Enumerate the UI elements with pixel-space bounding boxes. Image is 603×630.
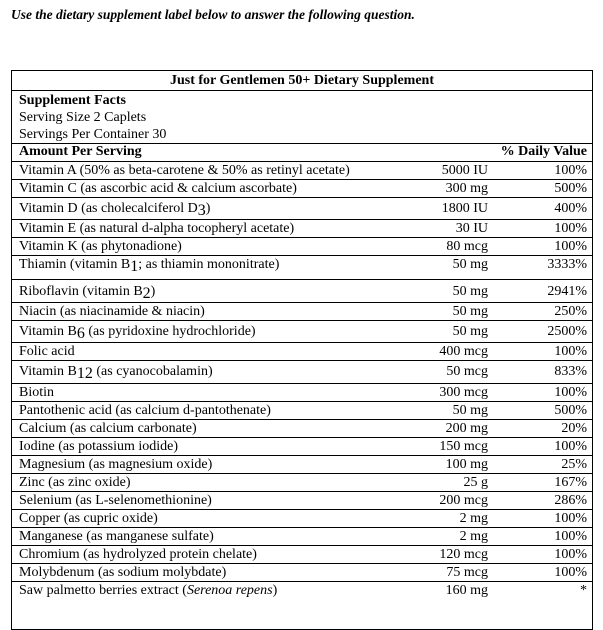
nutrient-daily-value: 100% bbox=[554, 344, 587, 359]
facts-block bbox=[12, 91, 592, 143]
nutrient-row bbox=[12, 342, 592, 360]
nutrient-amount: 300 mg bbox=[445, 181, 488, 196]
nutrient-amount: 200 mcg bbox=[439, 493, 488, 508]
nutrient-name: Vitamin $B_6$ (as pyridoxine hydrochloride) bbox=[19, 324, 256, 342]
nutrient-amount: 2 mg bbox=[459, 511, 488, 526]
nutrient-row bbox=[12, 401, 592, 419]
nutrient-amount: 50 mg bbox=[452, 403, 488, 418]
nutrient-row bbox=[12, 509, 592, 527]
nutrient-name: Selenium (as L-selenomethionine) bbox=[19, 493, 212, 508]
nutrient-daily-value: 100% bbox=[554, 547, 587, 562]
nutrient-row bbox=[12, 455, 592, 473]
nutrient-row bbox=[12, 302, 592, 320]
nutrient-daily-value: 100% bbox=[554, 565, 587, 580]
nutrient-daily-value: 400% bbox=[554, 201, 587, 216]
nutrient-name: Saw palmetto berries extract (Serenoa repens) bbox=[19, 583, 278, 598]
nutrient-amount: 5000 IU bbox=[441, 163, 488, 178]
nutrient-name: Riboflavin (vitamin $B_2$) bbox=[19, 284, 156, 302]
nutrient-daily-value: 100% bbox=[554, 439, 587, 454]
nutrient-name: Thiamin (vitamin $B_1$; as thiamin mononitrate) bbox=[19, 257, 280, 275]
nutrient-amount: 200 mg bbox=[445, 421, 488, 436]
servings-per-container: Servings Per Container 30 bbox=[19, 127, 167, 142]
serving-size: Serving Size 2 Caplets bbox=[19, 110, 147, 125]
supplement-label bbox=[11, 70, 593, 630]
nutrient-row bbox=[12, 279, 592, 302]
nutrient-daily-value: 100% bbox=[554, 529, 587, 544]
nutrient-name: Vitamin $B_{12}$ (as cyanocobalamin) bbox=[19, 364, 213, 382]
nutrient-amount: 2 mg bbox=[459, 529, 488, 544]
nutrient-row bbox=[12, 179, 592, 197]
nutrient-daily-value: 167% bbox=[554, 475, 587, 490]
nutrient-name: Folic acid bbox=[19, 344, 75, 359]
nutrient-daily-value: 100% bbox=[554, 239, 587, 254]
nutrient-row bbox=[12, 581, 592, 599]
nutrient-amount: 75 mcg bbox=[446, 565, 488, 580]
nutrient-daily-value: 100% bbox=[554, 221, 587, 236]
nutrient-name: Iodine (as potassium iodide) bbox=[19, 439, 179, 454]
nutrient-row bbox=[12, 360, 592, 383]
nutrient-daily-value: 20% bbox=[561, 421, 587, 436]
question-instruction: Use the dietary supplement label below to answer the following question. bbox=[11, 7, 415, 22]
nutrient-daily-value: 25% bbox=[561, 457, 587, 472]
nutrient-daily-value: 100% bbox=[554, 163, 587, 178]
nutrient-amount: 50 mcg bbox=[446, 364, 488, 379]
nutrient-name: Zinc (as zinc oxide) bbox=[19, 475, 131, 490]
nutrient-name: Pantothenic acid (as calcium d-pantothenate) bbox=[19, 403, 271, 418]
nutrient-row bbox=[12, 437, 592, 455]
nutrient-daily-value: 100% bbox=[554, 385, 587, 400]
column-header-amount: Amount Per Serving bbox=[19, 144, 142, 159]
nutrient-name: Magnesium (as magnesium oxide) bbox=[19, 457, 213, 472]
nutrient-row bbox=[12, 237, 592, 255]
nutrient-row bbox=[12, 161, 592, 179]
nutrient-daily-value: 2941% bbox=[547, 284, 587, 299]
column-header-daily-value: % Daily Value bbox=[500, 144, 587, 159]
nutrient-name: Chromium (as hydrolyzed protein chelate) bbox=[19, 547, 257, 562]
nutrient-amount: 1800 IU bbox=[441, 201, 488, 216]
nutrient-row bbox=[12, 491, 592, 509]
nutrient-daily-value: 500% bbox=[554, 403, 587, 418]
nutrient-name: Vitamin E (as natural d-alpha tocopheryl acetate) bbox=[19, 221, 295, 236]
nutrient-daily-value: 250% bbox=[554, 304, 587, 319]
nutrient-daily-value: 2500% bbox=[547, 324, 587, 339]
nutrient-amount: 150 mcg bbox=[439, 439, 488, 454]
nutrient-amount: 25 g bbox=[463, 475, 488, 490]
nutrient-name: Copper (as cupric oxide) bbox=[19, 511, 158, 526]
nutrient-row bbox=[12, 419, 592, 437]
nutrient-row bbox=[12, 563, 592, 581]
nutrient-daily-value: 500% bbox=[554, 181, 587, 196]
nutrient-name: Calcium (as calcium carbonate) bbox=[19, 421, 197, 436]
nutrient-amount: 400 mcg bbox=[439, 344, 488, 359]
nutrient-daily-value: 100% bbox=[554, 511, 587, 526]
nutrient-row bbox=[12, 219, 592, 237]
nutrient-amount: 300 mcg bbox=[439, 385, 488, 400]
nutrient-name: Vitamin K (as phytonadione) bbox=[19, 239, 182, 254]
label-title: Just for Gentlemen 50+ Dietary Supplement bbox=[12, 71, 592, 91]
nutrient-name: Vitamin A (50% as beta-carotene & 50% as retinyl acetate) bbox=[19, 163, 350, 178]
nutrient-row bbox=[12, 255, 592, 279]
nutrient-amount: 120 mcg bbox=[439, 547, 488, 562]
nutrient-daily-value: * bbox=[580, 583, 587, 598]
nutrient-amount: 50 mg bbox=[452, 324, 488, 339]
nutrient-amount: 30 IU bbox=[455, 221, 488, 236]
nutrient-row bbox=[12, 545, 592, 563]
nutrient-row bbox=[12, 473, 592, 491]
nutrient-daily-value: 286% bbox=[554, 493, 587, 508]
nutrient-amount: 50 mg bbox=[452, 304, 488, 319]
nutrient-row bbox=[12, 197, 592, 219]
column-header-row bbox=[12, 143, 592, 161]
nutrient-amount: 160 mg bbox=[445, 583, 488, 598]
nutrient-name: Molybdenum (as sodium molybdate) bbox=[19, 565, 227, 580]
nutrient-row bbox=[12, 383, 592, 401]
nutrient-amount: 50 mg bbox=[452, 257, 488, 272]
nutrient-daily-value: 833% bbox=[554, 364, 587, 379]
nutrient-amount: 100 mg bbox=[445, 457, 488, 472]
nutrient-daily-value: 3333% bbox=[547, 257, 587, 272]
nutrient-name: Niacin (as niacinamide & niacin) bbox=[19, 304, 205, 319]
nutrient-amount: 80 mcg bbox=[446, 239, 488, 254]
nutrient-row bbox=[12, 527, 592, 545]
nutrient-name: Vitamin C (as ascorbic acid & calcium ascorbate) bbox=[19, 181, 297, 196]
nutrient-name: Vitamin D (as cholecalciferol $D_3$) bbox=[19, 201, 211, 219]
nutrient-table bbox=[12, 161, 592, 599]
facts-heading: Supplement Facts bbox=[19, 93, 126, 108]
nutrient-amount: 50 mg bbox=[452, 284, 488, 299]
nutrient-row bbox=[12, 320, 592, 342]
nutrient-name: Biotin bbox=[19, 385, 55, 400]
nutrient-name: Manganese (as manganese sulfate) bbox=[19, 529, 214, 544]
